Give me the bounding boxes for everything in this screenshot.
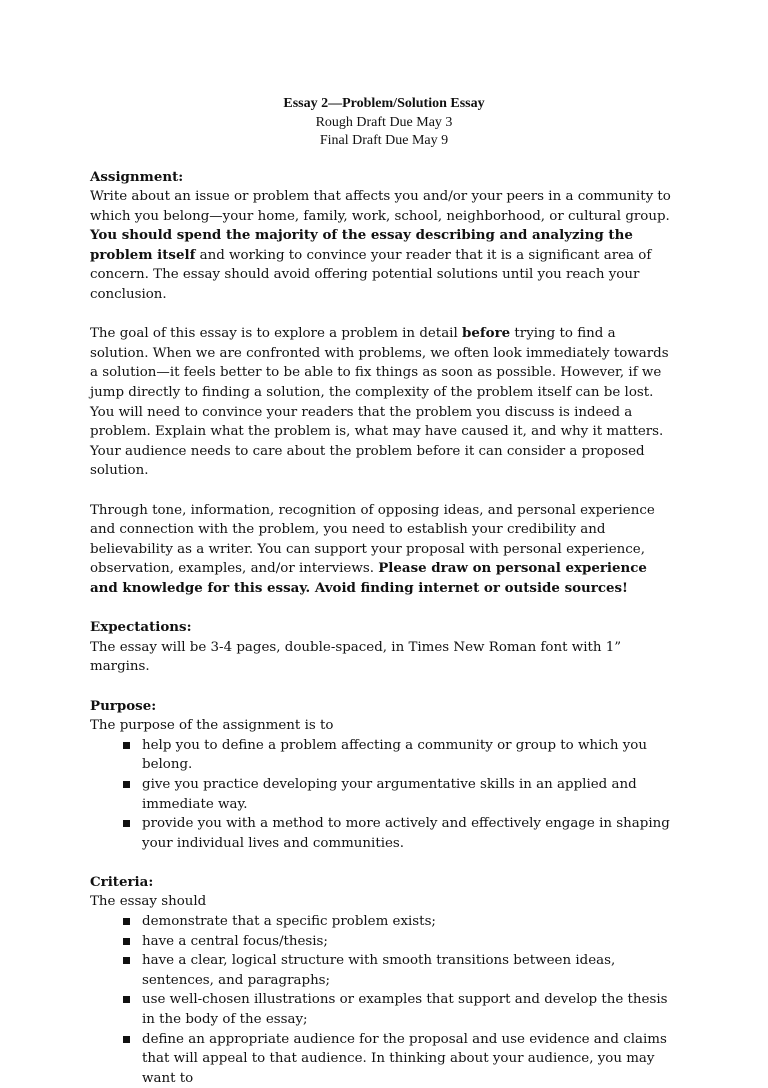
assignment-p3-text-a: Through tone, information, recognition of opposing ideas, and personal experience and connection with the problem, you need to establish your credibility and believability as a writer. You can support your proposal with personal experience, observation, examples, and/or interviews. <box>90 502 655 577</box>
criteria-intro: The essay should <box>90 894 207 910</box>
expectations-text: The essay will be 3-4 pages, double-spaced, in Times New Roman font with 1” margins. <box>90 639 622 675</box>
document-header <box>90 95 678 151</box>
list-item: have a central focus/thesis; <box>122 932 678 952</box>
assignment-paragraph-2 <box>90 324 678 481</box>
assignment-p2-text-a: The goal of this essay is to explore a problem in detail <box>90 326 462 342</box>
purpose-intro: The purpose of the assignment is to <box>90 718 334 734</box>
list-item: help you to define a problem affecting a community or group to which you belong. <box>122 736 678 775</box>
rough-draft-due: Rough Draft Due May 3 <box>315 114 453 130</box>
list-item: use well-chosen illustrations or examples that support and develop the thesis in the body of the essay; <box>122 990 678 1029</box>
list-item: define an appropriate audience for the proposal and use evidence and claims that will appeal to that audience. In thinking about your audience, you may want to <box>122 1030 678 1088</box>
final-draft-due: Final Draft Due May 9 <box>319 133 449 148</box>
criteria-list <box>90 912 678 1088</box>
purpose-list <box>90 736 678 854</box>
document-title: Essay 2—Problem/Solution Essay <box>283 96 485 111</box>
purpose-section <box>90 697 678 854</box>
list-item: demonstrate that a specific problem exists; <box>122 912 678 932</box>
list-item: provide you with a method to more actively and effectively engage in shaping your individual lives and communities. <box>122 814 678 853</box>
assignment-p1-bold: You should spend the majority of the essay describing and analyzing the problem itself <box>90 227 633 263</box>
assignment-section <box>90 168 678 599</box>
criteria-heading: Criteria: <box>90 873 154 890</box>
assignment-paragraph-1 <box>90 168 678 305</box>
assignment-p1-text-b: and working to convince your reader that it is a significant area of concern. The essay should avoid offering potential solutions until you reach your conclusion. <box>90 247 652 303</box>
purpose-heading: Purpose: <box>90 697 157 714</box>
assignment-heading: Assignment: <box>90 168 184 185</box>
assignment-p2-bold: before <box>462 325 511 342</box>
assignment-p1-text-a: Write about an issue or problem that affects you and/or your peers in a community to which you belong—your home, family, work, school, neighborhood, or cultural group. <box>90 189 671 224</box>
expectations-heading: Expectations: <box>90 619 192 636</box>
assignment-p3-bold: Please draw on personal experience and knowledge for this essay. Avoid finding internet or outside sources! <box>90 560 647 596</box>
list-item: give you practice developing your argumentative skills in an applied and immediate way. <box>122 775 678 814</box>
expectations-section <box>90 618 678 677</box>
assignment-p2-text-b: trying to find a solution. When we are confronted with problems, we often look immediately towards a solution—it feels better to be able to fix things as soon as possible. However, if we jump directly to finding a solution, the complexity of the problem itself can be lost. You will need to convince your readers that the problem you discuss is indeed a problem. Explain what the problem is, what may have caused it, and why it matters. Your audience needs to care about the problem before it can consider a proposed solution. <box>90 326 669 479</box>
criteria-section <box>90 873 678 1088</box>
list-item: have a clear, logical structure with smooth transitions between ideas, sentences, and paragraphs; <box>122 951 678 990</box>
assignment-paragraph-3 <box>90 501 678 599</box>
